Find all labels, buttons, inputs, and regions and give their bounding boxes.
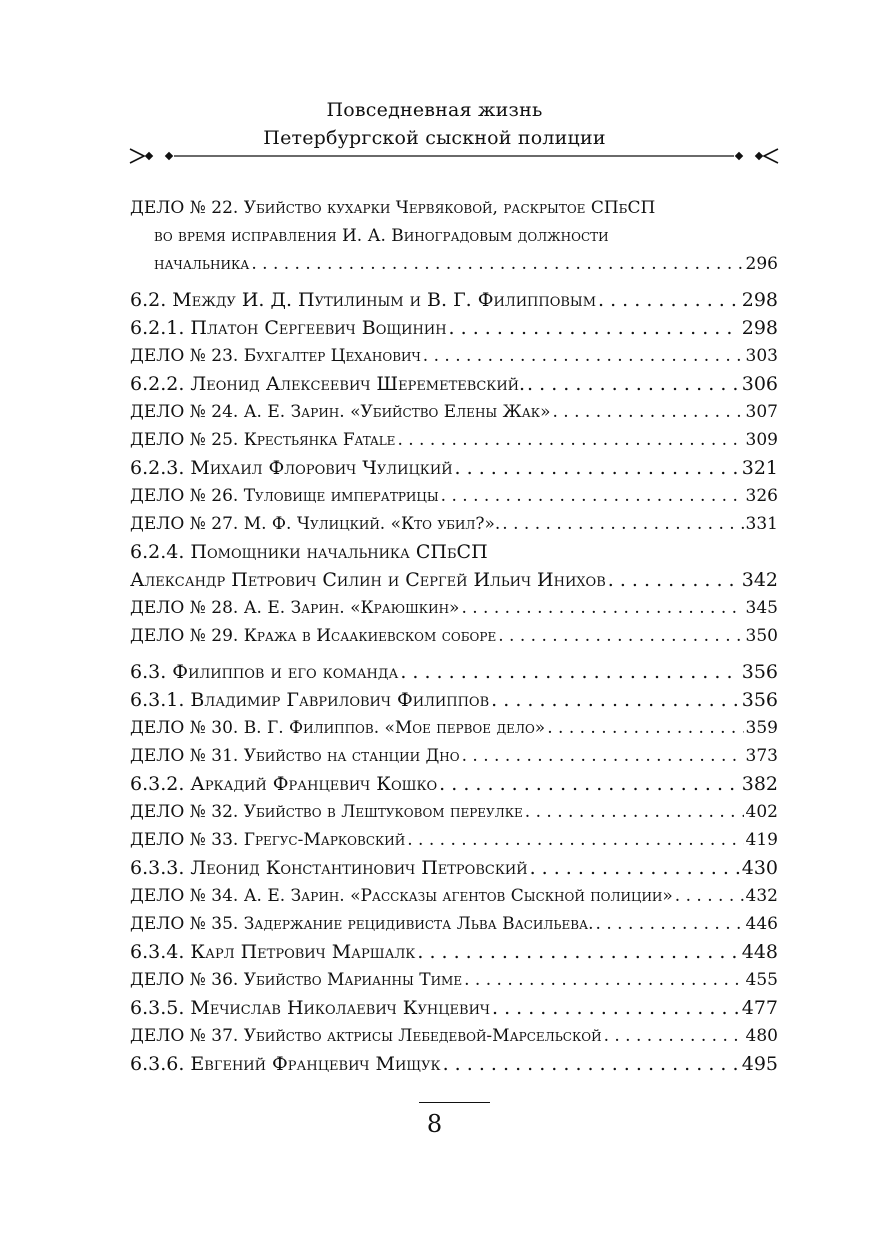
dot-leader <box>397 426 743 454</box>
dot-leader <box>498 622 743 650</box>
toc-entry-line: ДЕЛО № 22. Убийство кухарки Червяковой, раскрытое СПбСП <box>130 198 656 218</box>
dot-leader <box>553 398 744 426</box>
toc-entry-page: 477 <box>741 997 778 1019</box>
toc-entry-page: 402 <box>745 802 778 822</box>
toc-entry-line: во время исправления И. А. Виноградовым должности <box>154 226 609 246</box>
dot-leader <box>530 854 740 882</box>
toc-entry-page: 303 <box>745 346 778 366</box>
dot-leader <box>604 1022 744 1050</box>
toc-entry-page: 495 <box>741 1053 778 1075</box>
running-header <box>0 96 869 152</box>
header-line-2: Петербургской сыскной полиции <box>263 127 606 149</box>
dot-leader <box>525 798 744 826</box>
toc-entry-page: 298 <box>741 289 778 311</box>
toc-entry-page: 480 <box>745 1026 778 1046</box>
toc-entry-page: 296 <box>745 254 778 274</box>
toc-entry-page: 419 <box>745 830 778 850</box>
toc-entry-page: 342 <box>741 569 778 591</box>
toc-entry-title: 6.3.5. Мечислав Николаевич Кунцевич <box>130 997 490 1019</box>
toc-entry-page: 326 <box>745 486 778 506</box>
dot-leader <box>443 1050 740 1078</box>
toc-entry[interactable] <box>130 770 778 798</box>
toc-entry[interactable] <box>130 482 778 510</box>
toc-entry[interactable] <box>130 826 778 854</box>
toc-entry-page: 382 <box>741 773 778 795</box>
toc-entry-page: 356 <box>741 661 778 683</box>
dot-leader <box>449 314 740 342</box>
toc-entry-page: 373 <box>745 746 778 766</box>
dot-leader <box>439 770 740 798</box>
toc-entry-title: ДЕЛО № 31. Убийство на станции Дно <box>130 746 460 766</box>
toc-entry[interactable] <box>130 742 778 770</box>
toc-entry[interactable] <box>130 714 778 742</box>
toc-entry[interactable] <box>130 398 778 426</box>
toc-entry[interactable] <box>130 342 778 370</box>
toc-entry-title: начальника <box>154 254 250 274</box>
toc-entry-title: ДЕЛО № 27. М. Ф. Чулицкий. «Кто убил?». <box>130 514 501 534</box>
toc-entry-title: 6.3.6. Евгений Францевич Мищук <box>130 1053 441 1075</box>
toc-entry-title: ДЕЛО № 34. А. Е. Зарин. «Рассказы агентов Сыскной полиции» <box>130 886 673 906</box>
dot-leader <box>455 454 740 482</box>
toc-entry-title: Александр Петрович Силин и Сергей Ильич Инихов <box>130 569 606 591</box>
toc-entry-title: ДЕЛО № 24. А. Е. Зарин. «Убийство Елены Жак» <box>130 402 551 422</box>
toc-entry[interactable] <box>130 686 778 714</box>
toc-entry-page: 356 <box>741 689 778 711</box>
toc-entry[interactable] <box>130 370 778 398</box>
toc-entry-page: 446 <box>745 914 778 934</box>
toc-entry-title: 6.2.3. Михаил Флорович Чулицкий <box>130 457 453 479</box>
toc-entry-page: 307 <box>745 402 778 422</box>
toc-entry[interactable] <box>130 314 778 342</box>
dot-leader <box>598 286 740 314</box>
toc-entry[interactable] <box>130 426 778 454</box>
toc-entry-page: 448 <box>741 941 778 963</box>
toc-entry-last-line <box>130 566 778 594</box>
toc-entry-page: 298 <box>741 317 778 339</box>
dot-leader <box>464 966 743 994</box>
toc-entry-title: ДЕЛО № 37. Убийство актрисы Лебедевой-Марсельской <box>130 1026 602 1046</box>
dot-leader <box>675 882 744 910</box>
toc-entry-title: 6.2.1. Платон Сергеевич Вощинин <box>130 317 447 339</box>
dot-leader <box>547 714 743 742</box>
dot-leader <box>407 826 743 854</box>
toc-entry-title: ДЕЛО № 26. Туловище императрицы <box>130 486 439 506</box>
toc-entry-page: 345 <box>745 598 778 618</box>
toc-entry-page: 309 <box>745 430 778 450</box>
toc-entry-title: ДЕЛО № 30. В. Г. Филиппов. «Мое первое дело» <box>130 718 546 738</box>
toc-entry-page: 306 <box>741 373 778 395</box>
dot-leader <box>441 482 744 510</box>
dot-leader <box>502 510 743 538</box>
toc-entry-title: ДЕЛО № 28. А. Е. Зарин. «Краюшкин» <box>130 598 460 618</box>
toc-entry[interactable] <box>130 882 778 910</box>
toc-entry-title: ДЕЛО № 33. Грегус-Марковский <box>130 830 406 850</box>
toc-entry[interactable] <box>130 286 778 314</box>
toc-entry[interactable] <box>130 910 778 938</box>
toc-entry-title: 6.2.2. Леонид Алексеевич Шереметевский. <box>130 373 526 395</box>
toc-entry[interactable] <box>130 994 778 1022</box>
toc-entry-6-2-4[interactable] <box>130 538 778 594</box>
toc-entry[interactable] <box>130 510 778 538</box>
toc-entry-title: 6.3. Филиппов и его команда <box>130 661 399 683</box>
dot-leader <box>608 566 740 594</box>
toc-entry-page: 331 <box>745 514 778 534</box>
toc-entry[interactable] <box>130 938 778 966</box>
dot-leader <box>492 994 740 1022</box>
dot-leader <box>417 938 739 966</box>
dot-leader <box>462 742 744 770</box>
toc-entry[interactable] <box>130 622 778 650</box>
toc-entry-title: 6.3.2. Аркадий Францевич Кошко <box>130 773 438 795</box>
toc-entry-page: 430 <box>741 857 778 879</box>
toc-entry-title: ДЕЛО № 36. Убийство Марианны Тиме <box>130 970 463 990</box>
header-ornament <box>128 146 780 166</box>
toc-entry-page: 455 <box>745 970 778 990</box>
dot-leader <box>527 370 740 398</box>
toc-entry[interactable] <box>130 854 778 882</box>
toc-entry-title: ДЕЛО № 23. Бухгалтер Цеханович <box>130 346 421 366</box>
toc-entry[interactable] <box>130 798 778 826</box>
toc-entry-title: 6.2. Между И. Д. Путилиным и В. Г. Филипповым <box>130 289 597 311</box>
dot-leader <box>423 342 744 370</box>
dot-leader <box>461 594 743 622</box>
toc-entry-title: 6.3.4. Карл Петрович Маршалк <box>130 941 416 963</box>
toc-entry-title: ДЕЛО № 29. Кража в Исаакиевском соборе <box>130 626 497 646</box>
toc-entry[interactable] <box>130 1050 778 1078</box>
toc-entry-last-line <box>130 250 778 278</box>
footer-rule <box>419 1102 490 1103</box>
toc-entry-case-22[interactable] <box>130 194 778 278</box>
header-line-1: Повседневная жизнь <box>326 99 543 121</box>
toc-entry[interactable] <box>130 658 778 686</box>
toc-entry-line: 6.2.4. Помощники начальника СПбСП <box>130 541 488 563</box>
toc-entry-title: ДЕЛО № 35. Задержание рецидивиста Льва Васильева. <box>130 914 594 934</box>
toc-entry-title: ДЕЛО № 25. Крестьянка Fatale <box>130 430 396 450</box>
toc-entry[interactable] <box>130 966 778 994</box>
dot-leader <box>400 658 739 686</box>
toc-entry-page: 432 <box>745 886 778 906</box>
toc-entry[interactable] <box>130 594 778 622</box>
toc-entry-page: 321 <box>741 457 778 479</box>
toc-entry-title: ДЕЛО № 32. Убийство в Лештуковом переулке <box>130 802 523 822</box>
dot-leader <box>596 910 744 938</box>
toc-entry[interactable] <box>130 454 778 482</box>
dot-leader <box>251 250 743 278</box>
toc-entry[interactable] <box>130 1022 778 1050</box>
toc-entry-title: 6.3.1. Владимир Гаврилович Филиппов <box>130 689 490 711</box>
toc-entry-page: 359 <box>745 718 778 738</box>
page-number: 8 <box>426 1110 443 1138</box>
toc-entry-page: 350 <box>745 626 778 646</box>
table-of-contents <box>130 194 778 1078</box>
dot-leader <box>491 686 740 714</box>
toc-entry-title: 6.3.3. Леонид Константинович Петровский <box>130 857 528 879</box>
